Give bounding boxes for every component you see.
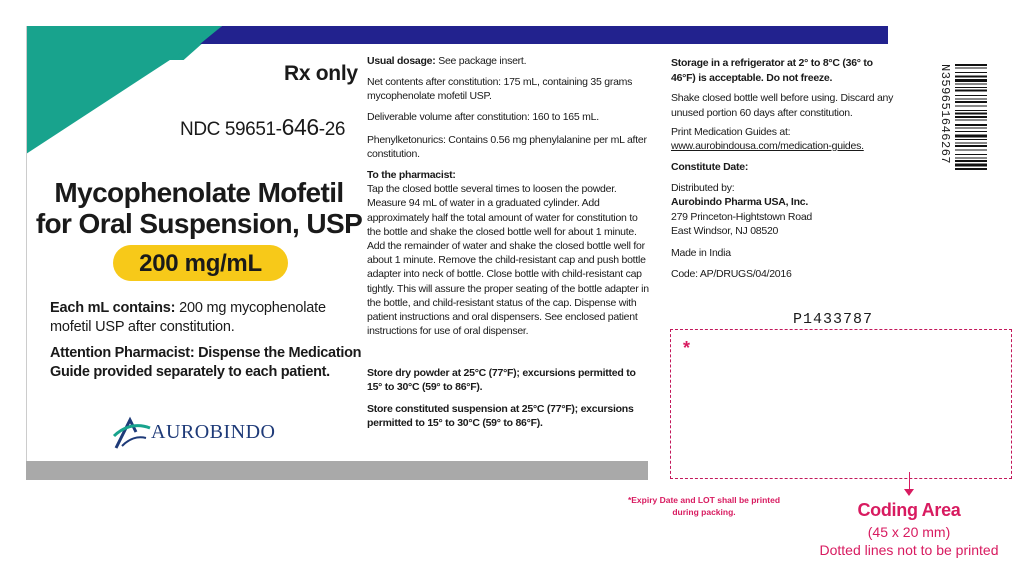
each-ml-label: Each mL contains: [50, 300, 176, 316]
barcode-number: N359651646267 [938, 64, 952, 165]
barcode-bar [955, 154, 987, 155]
label-left-border [26, 26, 27, 466]
ndc-prefix: NDC 59651- [180, 119, 282, 140]
ndc-product: 646 [281, 114, 319, 140]
usual-dosage-text: See package insert. [435, 55, 527, 67]
barcode-bar [955, 76, 987, 78]
barcode-bar [955, 143, 987, 144]
barcode-bar [955, 128, 987, 129]
brand-name: AUROBINDO [151, 421, 276, 443]
barcode-bar [955, 158, 987, 159]
barcode-bar [955, 150, 987, 151]
ndc-number [180, 114, 345, 141]
address-line-2: East Windsor, NJ 08520 [671, 225, 779, 237]
constitute-date: Constitute Date: [671, 161, 749, 173]
barcode-icon [955, 64, 987, 212]
product-title [28, 177, 370, 239]
ndc-suffix: -26 [318, 119, 346, 140]
barcode-bar [955, 90, 987, 92]
barcode-bar [955, 99, 987, 100]
barcode-bar [955, 95, 987, 96]
title-line-1: Mycophenolate Mofetil [54, 177, 344, 208]
deliverable-volume: Deliverable volume after constitution: 160 to 165 mL. [367, 111, 599, 123]
barcode-bar [955, 135, 987, 138]
usual-dosage-label: Usual dosage: [367, 55, 436, 67]
barcode-bar [955, 145, 987, 147]
code: Code: AP/DRUGS/04/2016 [671, 268, 792, 280]
rx-only: Rx only [284, 62, 358, 85]
made-in: Made in India [671, 247, 731, 259]
barcode-bar [955, 160, 987, 162]
barcode-bar [955, 164, 987, 167]
barcode-bar [955, 68, 987, 69]
barcode-bar [955, 139, 987, 140]
barcode-bar [955, 124, 987, 126]
company-name: Aurobindo Pharma USA, Inc. [671, 196, 809, 208]
barcode-bar [955, 87, 987, 88]
barcode-bar [955, 131, 987, 132]
strength-badge: 200 mg/mL [113, 245, 288, 281]
barcode-bar [955, 110, 987, 111]
barcode-bar [955, 64, 987, 66]
p-number: P1433787 [793, 311, 874, 328]
navy-stripe [200, 26, 888, 44]
aurobindo-logo-icon [112, 414, 152, 450]
barcode-bar [955, 72, 987, 73]
each-ml-contains [50, 299, 365, 337]
coding-area-title: Coding Area [857, 500, 961, 520]
coding-area-note: Dotted lines not to be printed [819, 542, 999, 558]
phenylketonurics: Phenylketonurics: Contains 0.56 mg phenylalanine per mL after constitution. [367, 134, 647, 161]
refrigerator-storage: Storage in a refrigerator at 2° to 8°C (36° to 46°F) is acceptable. Do not freeze. [671, 57, 873, 84]
barcode-bar [955, 116, 987, 118]
barcode-bar [955, 113, 987, 115]
title-line-2: for Oral Suspension, USP [35, 208, 363, 239]
asterisk-marker: * [683, 338, 691, 358]
expiry-note: *Expiry Date and LOT shall be printed during packing. [627, 495, 781, 517]
store-dry-powder: Store dry powder at 25°C (77°F); excursions permitted to 15° to 30°C (59° to 86°F). [367, 367, 636, 394]
barcode-bar [955, 120, 987, 121]
pharmacist-text: Tap the closed bottle several times to loosen the powder. Measure 94 mL of water in a graduated cylinder. Add approximately half the total amount of water for constitution to the bottle and shake the closed bottle well for about 1 minute. Add the remainder of water and shake the closed bottle well for about 1 minute. Remove the child-resistant cap and push bottle adapter into neck of bottle. Close bottle with child-resistant cap tightly. This will assure the proper seating of the bottle adapter in the bottle, and child-resistant status of the cap. Dispense with patient instructions and oral dispensers. See enclosed patient instructions for use of oral dispenser. [367, 183, 649, 338]
barcode-bar [955, 106, 987, 107]
pharmacist-label: To the pharmacist: [367, 169, 456, 181]
address-line-1: 279 Princeton-Hightstown Road [671, 211, 813, 223]
usual-dosage [367, 54, 653, 68]
pharmacist-instructions [367, 168, 653, 338]
shake-discard: Shake closed bottle well before using. Discard any unused portion 60 days after constitution. [671, 92, 894, 119]
barcode-bar [955, 84, 987, 85]
gray-band [26, 461, 648, 480]
coding-area-box [670, 329, 1012, 479]
barcode-bar [955, 101, 987, 103]
medication-guides-link[interactable]: www.aurobindousa.com/medication-guides. [671, 140, 864, 152]
distributed-by: Distributed by: [671, 182, 735, 194]
barcode-bar [955, 168, 987, 170]
barcode-bar [955, 79, 987, 82]
store-constituted: Store constituted suspension at 25°C (77°F); excursions permitted to 15° to 30°C (59° to 86°F). [367, 403, 634, 430]
net-contents: Net contents after constitution: 175 mL, containing 35 grams mycophenolate mofetil USP. [367, 76, 633, 103]
print-guides-label: Print Medication Guides at: [671, 126, 791, 138]
attention-pharmacist: Attention Pharmacist: Dispense the Medication Guide provided separately to each patient. [50, 345, 362, 380]
each-ml-text: 200 mg mycophenolate mofetil USP after constitution. [50, 300, 326, 335]
arrow-head-icon [904, 489, 914, 496]
coding-area-size: (45 x 20 mm) [867, 524, 951, 540]
